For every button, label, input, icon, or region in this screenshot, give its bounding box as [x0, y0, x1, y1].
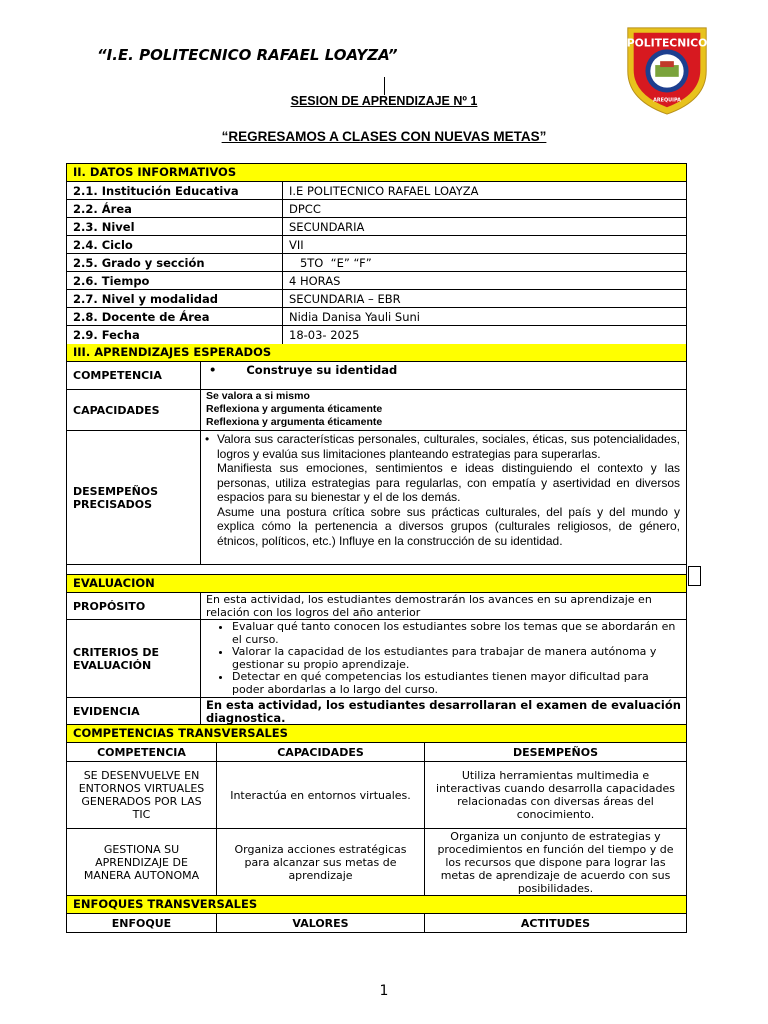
col-header: ENFOQUE	[67, 914, 217, 932]
section-title: II. DATOS INFORMATIVOS	[73, 165, 237, 179]
session-table	[66, 163, 687, 933]
section-enfoques-header	[67, 896, 686, 914]
criterios-label: CRITERIOS DE EVALUACIÓN	[67, 620, 201, 697]
proposito-value: En esta actividad, los estudiantes demostrarán los avances en su aprendizaje en relación con los logros del año anterior	[206, 593, 652, 619]
datos-label: 2.4. Ciclo	[67, 236, 283, 253]
datos-label: 2.9. Fecha	[67, 326, 283, 344]
evidencia-row	[67, 698, 686, 725]
criterios-row	[67, 620, 686, 698]
capacidades-row	[67, 390, 686, 431]
capacidad-item: Reflexiona y argumenta éticamente	[206, 416, 383, 428]
desempeno-cell: Organiza un conjunto de estrategias y procedimientos en función del tiempo y de los recursos que dispone para lograr las metas de aprendizaje de acuerdo con sus posibilidades.	[437, 829, 674, 895]
evidencia-value: En esta actividad, los estudiantes desarrollaran el examen de evaluación diagnostica.	[206, 698, 681, 725]
capacidad-item: Reflexiona y argumenta éticamente	[206, 403, 383, 415]
section-title: ENFOQUES TRANSVERSALES	[73, 897, 258, 911]
school-logo	[618, 20, 716, 118]
text-cursor	[384, 77, 385, 95]
capacidad-item: Se valora a si mismo	[206, 390, 310, 402]
section-aprendizajes-header	[67, 344, 686, 362]
competencia-row	[67, 362, 686, 390]
transversales-header-row	[67, 743, 686, 762]
competencia-cell: SE DESENVUELVE EN ENTORNOS VIRTUALES GENERADOS POR LAS TIC	[67, 762, 217, 828]
competencia-value: • Construye su identidad	[209, 363, 398, 377]
criterios-list	[201, 620, 686, 697]
datos-row	[67, 254, 686, 272]
enfoques-header-row	[67, 914, 686, 932]
proposito-row	[67, 593, 686, 620]
competencia-label: COMPETENCIA	[67, 362, 201, 389]
criterio-item: • Evaluar qué tanto conocen los estudiantes sobre los temas que se abordarán en el curso.	[232, 621, 681, 646]
criterio-item: • Valorar la capacidad de los estudiantes para trabajar de manera autónoma y gestionar su propio aprendizaje.	[232, 646, 681, 671]
desempeno-cell: Utiliza herramientas multimedia e interactivas cuando desarrolla capacidades relacionadas con diversas áreas del conocimiento.	[436, 769, 675, 821]
col-header: ACTITUDES	[520, 916, 591, 930]
datos-row	[67, 218, 686, 236]
datos-value: 4 HORAS	[289, 273, 341, 288]
desempeno-paragraph: Manifiesta sus emociones, sentimientos e ideas distinguiendo el contexto y las personas, utiliza estrategias para regularlas, con empatía y asertividad en diversos espacios para su bienestar y el de los demás.	[217, 461, 680, 504]
datos-label: 2.5. Grado y sección	[67, 254, 283, 271]
proposito-label: PROPÓSITO	[67, 593, 201, 619]
datos-row	[67, 200, 686, 218]
col-header: VALORES	[217, 914, 425, 932]
datos-row	[67, 182, 686, 200]
datos-label: 2.8. Docente de Área	[67, 308, 283, 325]
school-name: “I.E. POLITECNICO RAFAEL LOAYZA”	[97, 46, 398, 64]
datos-value: 5TO “E” “F”	[289, 255, 372, 270]
section-datos-header	[67, 164, 686, 182]
datos-row	[67, 290, 686, 308]
capacidad-cell: Organiza acciones estratégicas para alcanzar sus metas de aprendizaje	[217, 829, 425, 895]
datos-row	[67, 308, 686, 326]
col-header: COMPETENCIA	[67, 743, 217, 761]
logo-text-bottom: AREQUIPA	[653, 97, 681, 104]
transversales-row	[67, 762, 686, 829]
datos-value: DPCC	[289, 201, 321, 216]
spacer-row	[67, 565, 686, 575]
desempeno-bullet: Valora sus características personales, culturales, sociales, éticas, sus potencialidades, logros y evalúa sus limitaciones planteando estrategias para superarlas.	[217, 432, 680, 461]
criterio-item: • Detectar en qué competencias los estudiantes tienen mayor dificultad para poder abordarlas a lo largo del curso.	[232, 671, 681, 696]
page-number: 1	[379, 983, 389, 999]
evidencia-label: EVIDENCIA	[67, 698, 201, 724]
datos-value: I.E POLITECNICO RAFAEL LOAYZA	[289, 183, 479, 198]
capacidades-label: CAPACIDADES	[67, 390, 201, 430]
desempenos-row	[67, 431, 686, 565]
desempenos-text: • Valora sus características personales, culturales, sociales, éticas, sus potencialidades, logros y evalúa sus limitaciones planteando estrategias para superarlas. Manifiesta sus emociones, sentimientos e ideas distinguiendo el contexto y las personas, utiliza estrategias para regularlas, con empatía y asertividad en diversos espacios para su bienestar y el de los demás. Asume una postura crítica sobre sus prácticas culturales, del país y del mundo y explica cómo la pertenencia a diversos grupos (culturales religiosos, de género, étnicos, políticos, etc.) Influye en la construcción de su identidad.	[205, 432, 680, 548]
desempeno-paragraph: Asume una postura crítica sobre sus prácticas culturales, del país y del mundo y explica cómo la pertenencia a diversos grupos (culturales religiosos, de género, étnicos, políticos, etc.) Influye en la construcción de su identidad.	[217, 504, 680, 548]
datos-value: Nidia Danisa Yauli Suni	[289, 309, 420, 324]
section-title: III. APRENDIZAJES ESPERADOS	[73, 345, 272, 359]
margin-box	[688, 566, 701, 586]
datos-row	[67, 326, 686, 344]
capacidad-cell: Interactúa en entornos virtuales.	[217, 762, 425, 828]
session-subtitle: “REGRESAMOS A CLASES CON NUEVAS METAS”	[221, 129, 547, 144]
logo-text-top: POLITECNICO	[626, 36, 708, 50]
datos-label: 2.1. Institución Educativa	[67, 182, 283, 199]
section-title: EVALUACION	[73, 576, 155, 590]
transversales-row	[67, 829, 686, 896]
datos-value: SECUNDARIA – EBR	[289, 291, 401, 306]
datos-label: 2.2. Área	[67, 200, 283, 217]
section-title: COMPETENCIAS TRANSVERSALES	[73, 726, 288, 740]
competencia-cell: GESTIONA SU APRENDIZAJE DE MANERA AUTONOMA	[67, 829, 217, 895]
section-evaluacion-header	[67, 575, 686, 593]
datos-label: 2.7. Nivel y modalidad	[67, 290, 283, 307]
col-header: CAPACIDADES	[217, 743, 425, 761]
desempenos-label: DESEMPEÑOS PRECISADOS	[67, 431, 201, 564]
datos-row	[67, 236, 686, 254]
session-title: SESION DE APRENDIZAJE Nº 1	[290, 94, 478, 108]
col-header: DESEMPEÑOS	[512, 745, 599, 759]
section-transversales-header	[67, 725, 686, 743]
datos-label: 2.3. Nivel	[67, 218, 283, 235]
datos-value: 18-03- 2025	[289, 328, 360, 342]
datos-label: 2.6. Tiempo	[67, 272, 283, 289]
datos-value: VII	[289, 237, 304, 252]
capacidades-list	[201, 390, 686, 430]
datos-value: SECUNDARIA	[289, 219, 365, 234]
datos-row	[67, 272, 686, 290]
